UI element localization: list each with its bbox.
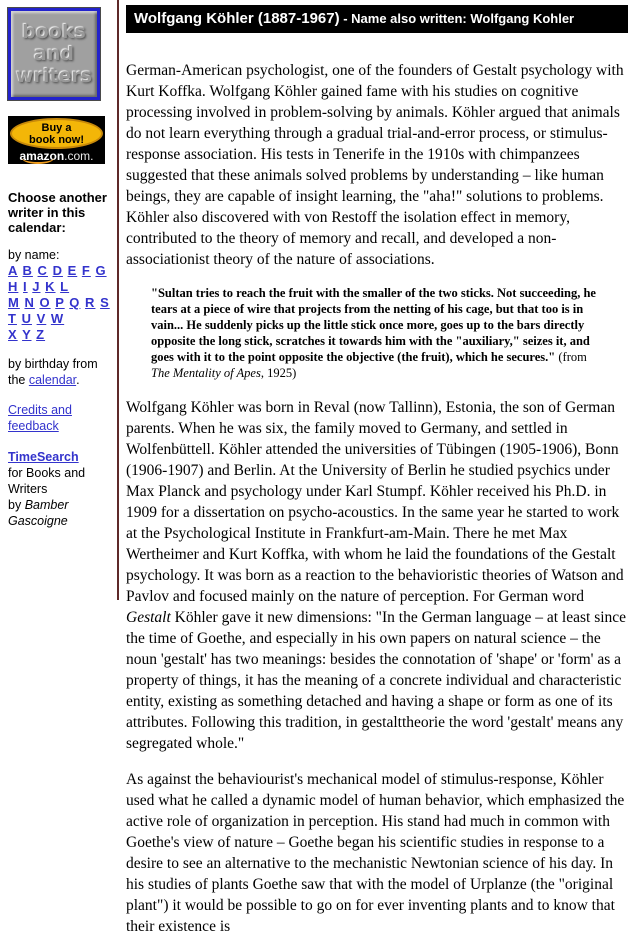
letter-link-I[interactable]: I [23, 279, 28, 294]
books-and-writers-logo[interactable] [8, 8, 100, 100]
letter-link-A[interactable]: A [8, 263, 18, 278]
letter-link-F[interactable]: F [81, 263, 91, 278]
timesearch-block [8, 449, 117, 529]
letter-link-U[interactable]: U [21, 311, 32, 326]
main-content [126, 0, 628, 952]
timesearch-author [8, 497, 117, 529]
letter-link-J[interactable]: J [32, 279, 41, 294]
text-segment: , 1925) [260, 366, 297, 380]
timesearch-link[interactable]: TimeSearch [8, 450, 79, 464]
calendar-link[interactable]: calendar [28, 373, 77, 387]
logo-text-line: and [34, 43, 74, 65]
article-body [126, 60, 628, 937]
letter-link-N[interactable]: N [24, 295, 35, 310]
text-segment: "Sultan tries to reach the fruit with the smaller of the two sticks. Not succeeding, he tears at a piece of wire that projects from the netting of his cage, but that too is in vain... He suddenly picks up the little stick once more, goes up to the bars directly opposite the long stick, scratches it towards him with the "auxiliary," seizes it, and goes with it to the point opposite the objective (the fruit), which he secures." [151, 286, 596, 364]
amazon-logo [8, 149, 105, 163]
by-name-label: by name: [8, 248, 60, 262]
logo-text-line: writers [15, 65, 93, 87]
text-segment: Bamber Gascoigne [8, 498, 69, 528]
paragraph-intro: German-American psychologist, one of the founders of Gestalt psychology with Kurt Koffka. Wolfgang Köhler gained fame with his studies on cognitive processing involved in problem-solving by animals. Köhler argued that animals do not learn everything through a gradual trial-and-error process, or stimulus-response association. His tests in Tenerife in the 1910s with chimpanzees suggested that these animals solved problems by understanding – like human beings, they are capable of insight learning, the "aha!" solutions to problems. Köhler also discovered with von Restoff the isolation effect in memory, contributed to the theory of memory and recall, and developed a non-associationist theory of the nature of associations. [126, 62, 624, 268]
letter-link-H[interactable]: H [8, 279, 19, 294]
amazon-buy-line2: book now! [29, 133, 84, 146]
letter-link-T[interactable]: T [8, 311, 17, 326]
text-segment: by [8, 498, 25, 512]
alphabet-links-row-3 [8, 327, 117, 343]
text-segment: Köhler gave it new dimensions: "In the German language – at least since the time of Goethe, and especially in his own papers on natural science – the noun 'gestalt' has two meanings: besides the connotation of 'shape' or 'form' as a property of things, it has the meaning of a concrete individual and characteristic entity, existing as something detached and having a shape or form as one of its attributes. Following this tradition, in gestalttheorie the word 'gestalt' means any segregated whole." [126, 609, 627, 752]
blockquote-sultan [151, 285, 608, 381]
letter-link-R[interactable]: R [85, 295, 96, 310]
logo-text-line: books [22, 21, 86, 43]
sidebar-divider [117, 0, 119, 600]
page-title: Wolfgang Köhler (1887-1967) [134, 10, 340, 27]
text-segment: by birthday from the [8, 357, 98, 387]
letter-link-B[interactable]: B [22, 263, 33, 278]
chooser-heading: Choose another writer in this calendar: [8, 190, 107, 235]
letter-link-Y[interactable]: Y [22, 327, 32, 342]
text-segment: Wolfgang Köhler was born in Reval (now Tallinn), Estonia, the son of German parents. When he was six, the family moved to Germany, and settled in Wolfenbüttell. Köhler attended the universities of Tübingen (1905-1906), Bonn (1906-1907) and Berlin. At the University of Berlin he studied psychics under Max Planck and psychology under Karl Stumpf. Köhler received his Ph.D. in 1909 for a dissertation on psycho-acoustics. In the same year he started to work at the Psychological Institute in Frankfurt-am-Main. There he met Max Wertheimer and Kurt Koffka, with whom he laid the foundations of the Gestalt psychology. It was born as a reaction to the behavioristic theories of Watson and Pavlov and focused mainly on the nature of perception. For German word [126, 399, 624, 605]
amazon-brand-suffix: .com. [64, 149, 94, 163]
alphabet-links-row-1 [8, 263, 117, 295]
page-subtitle: - Name also written: Wolfgang Kohler [339, 11, 575, 26]
letter-link-S[interactable]: S [100, 295, 110, 310]
amazon-buy-book-button[interactable] [8, 116, 105, 164]
letter-link-V[interactable]: V [36, 311, 47, 326]
letter-link-X[interactable]: X [8, 327, 18, 342]
letter-link-C[interactable]: C [37, 263, 48, 278]
alphabet-links-row-2 [8, 295, 117, 327]
text-segment: The Mentality of Apes [151, 366, 261, 380]
letter-link-L[interactable]: L [60, 279, 70, 294]
by-birthday-text [8, 356, 108, 388]
amazon-brand-text: amazon [19, 149, 65, 163]
letter-link-P[interactable]: P [55, 295, 65, 310]
amazon-buy-line1: Buy a [41, 121, 72, 134]
letter-link-M[interactable]: M [8, 295, 20, 310]
letter-link-G[interactable]: G [95, 263, 107, 278]
letter-link-D[interactable]: D [52, 263, 63, 278]
letter-link-K[interactable]: K [45, 279, 56, 294]
letter-link-O[interactable]: O [39, 295, 51, 310]
letter-link-Q[interactable]: Q [69, 295, 81, 310]
paragraph-biography [126, 397, 628, 754]
text-segment: Gestalt [126, 609, 171, 626]
text-segment: . [76, 373, 80, 387]
paragraph-behaviourism: As against the behaviourist's mechanical model of stimulus-response, Köhler used what he called a dynamic model of human behavior, which emphasized the active role of organization in perception. His stand had much in common with Goethe's view of nature – Goethe began his scientific studies in response to a desire to see an alternative to the mechanistic Newtonian science of his day. In his studies of plants Goethe saw that with the model of Urplanze (the "original plant") it would be possible to go on for ever inventing plants and to know that their existence is [126, 771, 625, 935]
letter-link-E[interactable]: E [67, 263, 78, 278]
amazon-buy-oval [10, 118, 103, 149]
letter-link-Z[interactable]: Z [36, 327, 46, 342]
sidebar [0, 0, 117, 529]
text-segment: (from [558, 350, 587, 364]
timesearch-caption: for Books and Writers [8, 466, 86, 496]
page-title-bar [126, 5, 628, 33]
letter-link-W[interactable]: W [50, 311, 65, 326]
credits-feedback-link[interactable]: Credits and feedback [8, 403, 72, 433]
